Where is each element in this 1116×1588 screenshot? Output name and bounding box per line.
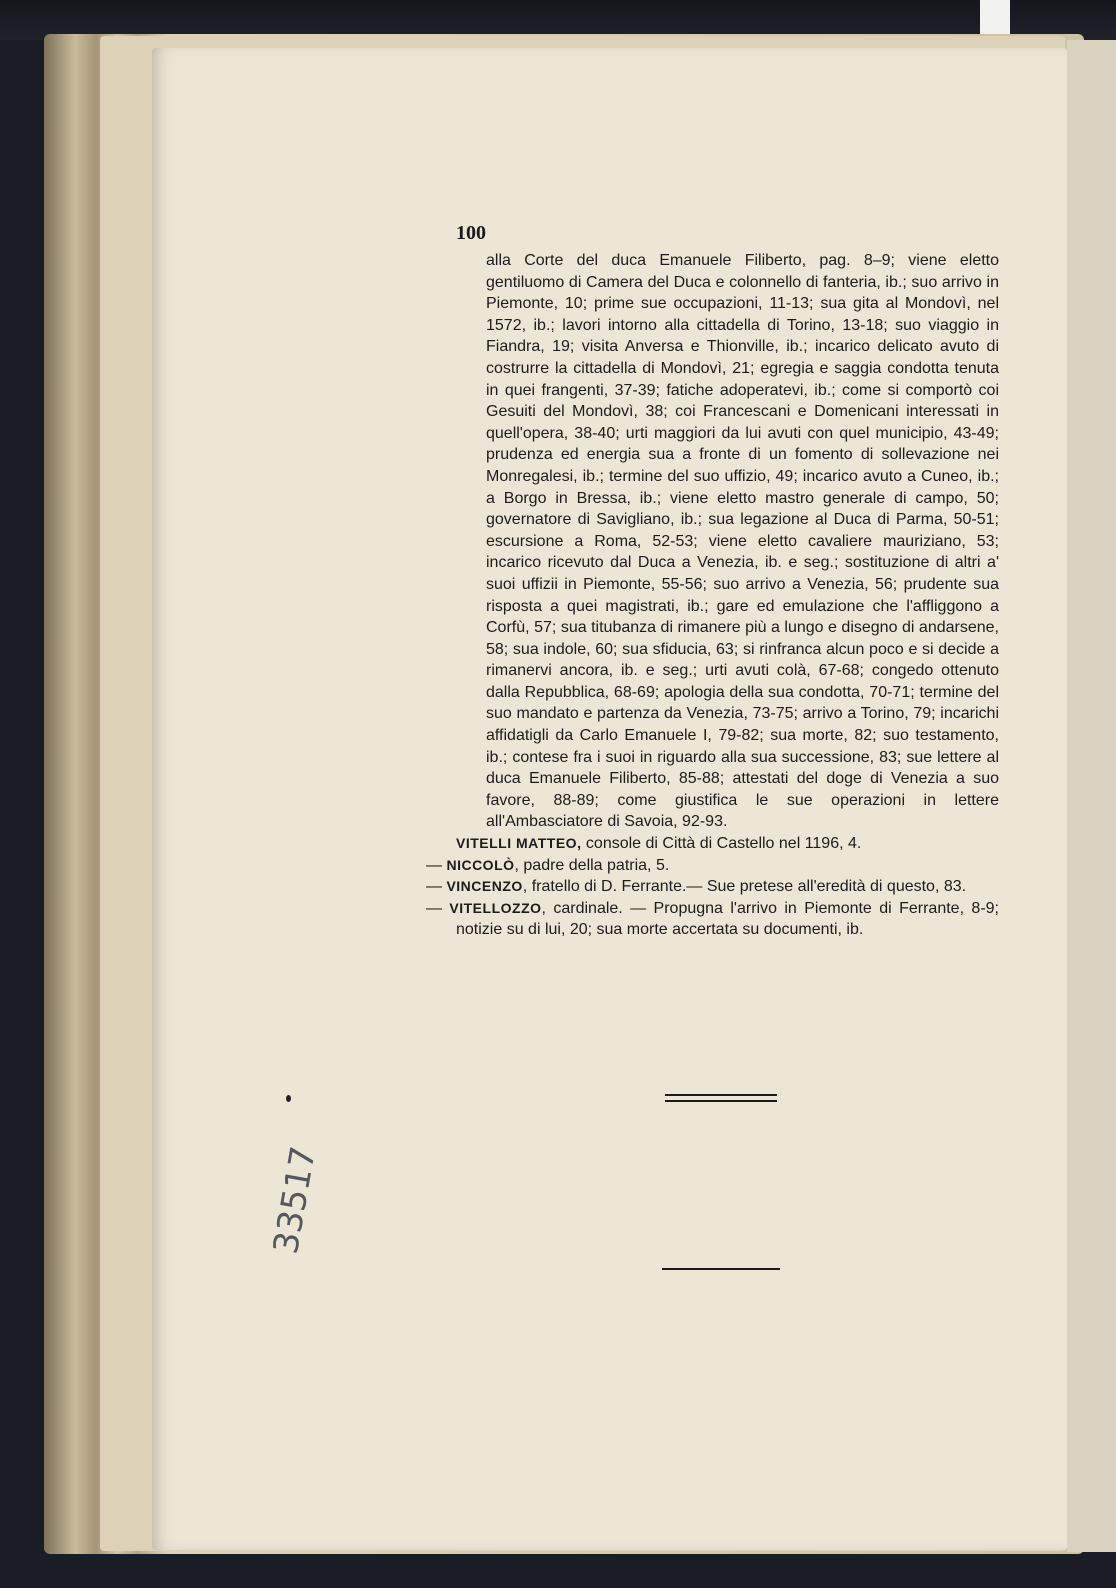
index-text [426,250,999,941]
entry-headword: VITELLOZZO [449,899,542,916]
entry-text: , fratello di D. Ferrante.— Sue pretese all'eredità di questo, 83. [522,878,967,896]
page-number: 100 [456,222,486,244]
ink-speck [286,1095,291,1102]
entry-text: , cardinale. — Propugna l'arrivo in Piemonte di Ferrante, 8-9; notizie su di lui, 20; sua morte accertata su documenti, ib. [456,899,999,939]
index-entry: — VITELLOZZO, cardinale. — Propugna l'arrivo in Piemonte di Ferrante, 8-9; notizie su di lui, 20; sua morte accertata su documenti, ib. [426,899,999,939]
entry-headword: VINCENZO [446,878,523,895]
entry-headword: NICCOLÒ [446,856,515,873]
scan-corner-tab [980,0,1010,34]
double-rule-top [665,1094,777,1096]
index-entry [456,833,999,855]
entry-text: , padre della patria, 5. [514,856,670,874]
facing-page-edge [1067,40,1116,1552]
entry-headword: VITELLI MATTEO, [456,835,582,852]
index-entry: — VINCENZO, fratello di D. Ferrante.— Sue pretese all'eredità di questo, 83. [426,878,967,896]
end-rule [662,1268,780,1270]
double-rule-bottom [665,1100,777,1102]
library-stamp-number: 33517 [266,1143,325,1257]
entry-text: console di Città di Castello nel 1196, 4. [581,835,862,853]
index-entry: — NICCOLÒ, padre della patria, 5. [426,856,670,874]
index-entry-body: alla Corte del duca Emanuele Filiberto, pag. 8–9; viene eletto gentiluomo di Camera del Duca e colonnello di fanteria, ib.; suo arrivo in Piemonte, 10; prime sue occupazioni, 11-13; sua gita al Mondovì, nel 1572, ib.; lavori intorno alla cittadella di Torino, 13-18; suo viaggio in Fiandra, 19; visita Anversa e Thionville, ib.; incarico delicato avuto di costrurre la cittadella di Mondovì, 21; egregia e saggia condotta tenuta in quei frangenti, 37-39; fatiche adoperatevi, ib.; come si comportò coi Gesuiti del Mondovì, 38; coi Francescani e Domenicani interessati in quell'opera, 38-40; urti maggiori da lui avuti con quel municipio, 43-49; prudenza ed energia sua a fronte di un fomento di sollevazione nei Monregalesi, ib.; termine del suo uffizio, 49; incarico avuto a Cuneo, ib.; a Borgo in Bressa, ib.; viene eletto mastro generale di campo, 50; governatore di Savigliano, ib.; sua legazione al Duca di Parma, 50-51; escursione a Roma, 52-53; viene eletto cavaliere mauriziano, 53; incarico ricevuto dal Duca a Venezia, ib. e seg.; sostituzione di altri a' suoi uffizii in Piemonte, 55-56; suo arrivo a Venezia, 56; prudente sua risposta a quei magistrati, ib.; gare ed emulazione che l'affliggono a Corfù, 57; sua titubanza di rimanere più a lungo e disegno di andarsene, 58; sua indole, 60; sua sfiducia, 63; si rinfranca alcun poco e si decide a rimanervi ancora, ib. e seg.; urti avuti colà, 67-68; congedo ottenuto dalla Repubblica, 68-69; apologia della sua condotta, 70-71; termine del suo mandato e partenza da Venezia, 73-75; arrivo a Torino, 79; incarichi affidatigli da Carlo Emanuele I, 79-82; sua morte, 82; suo testamento, ib.; contese fra i suoi in riguardo alla sua successione, 83; sue lettere al duca Emanuele Filiberto, 85-88; attestati del doge di Venezia a suo favore, 88-89; come giustifica le sue operazioni in lettere all'Ambasciatore di Savoia, 92-93. [486,252,999,831]
